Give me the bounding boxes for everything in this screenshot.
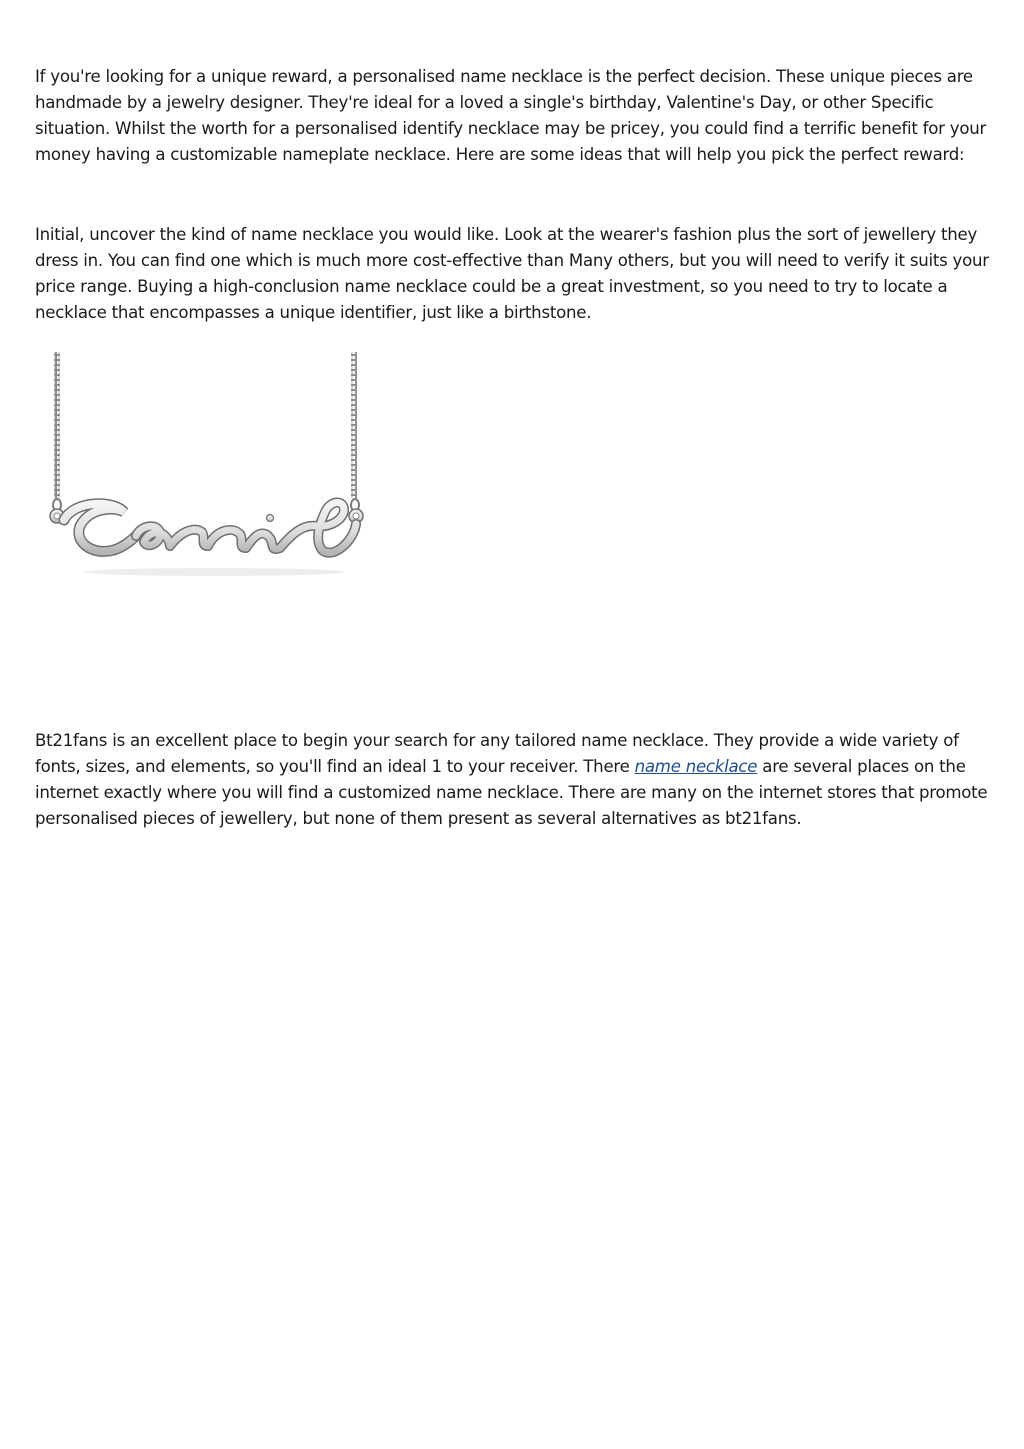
- paragraph-intro: If you're looking for a unique reward, a personalised name necklace is the perfect decision. These unique pieces are handmade by a jewelry designer. They're ideal for a loved a single's birthday, Valentine's Day, or other Specific situation. Whilst the worth for a personalised identify necklace may be pricey, you could find a terrific benefit for your money having a customizable nameplate necklace. Here are some ideas that will help you pick the perfect reward:: [35, 67, 987, 164]
- left-chain: [54, 352, 60, 498]
- paragraph-choosing: Initial, uncover the kind of name necklace you would like. Look at the wearer's fashion plus the sort of jewellery they dress in. You can find one which is much more cost-effective than Many others, but you will need to verify it suits your price range. Buying a high-conclusion name necklace could be a great investment, so you need to try to locate a necklace that encompasses a unique identifier, just like a birthstone.: [35, 225, 989, 322]
- paragraph-bt21fans: [35, 728, 995, 832]
- right-chain: [351, 352, 357, 498]
- paragraph-bt21fans-end: are several places on the internet exactly where you will find a customized name necklace. There are many on the internet stores that promote personalised pieces of jewellery, but none of them present as several alternatives as bt21fans.: [35, 757, 988, 828]
- paragraph-bt21fans-start: Bt21fans is an excellent place to begin your search for any tailored name necklace. They provide a wide variety of fonts, sizes, and elements, so you'll find an ideal 1 to your receiver. There: [35, 731, 959, 776]
- name-necklace-link[interactable]: name necklace: [634, 757, 758, 776]
- pendant-name-drawing: [64, 503, 356, 577]
- name-necklace-image: [44, 350, 370, 582]
